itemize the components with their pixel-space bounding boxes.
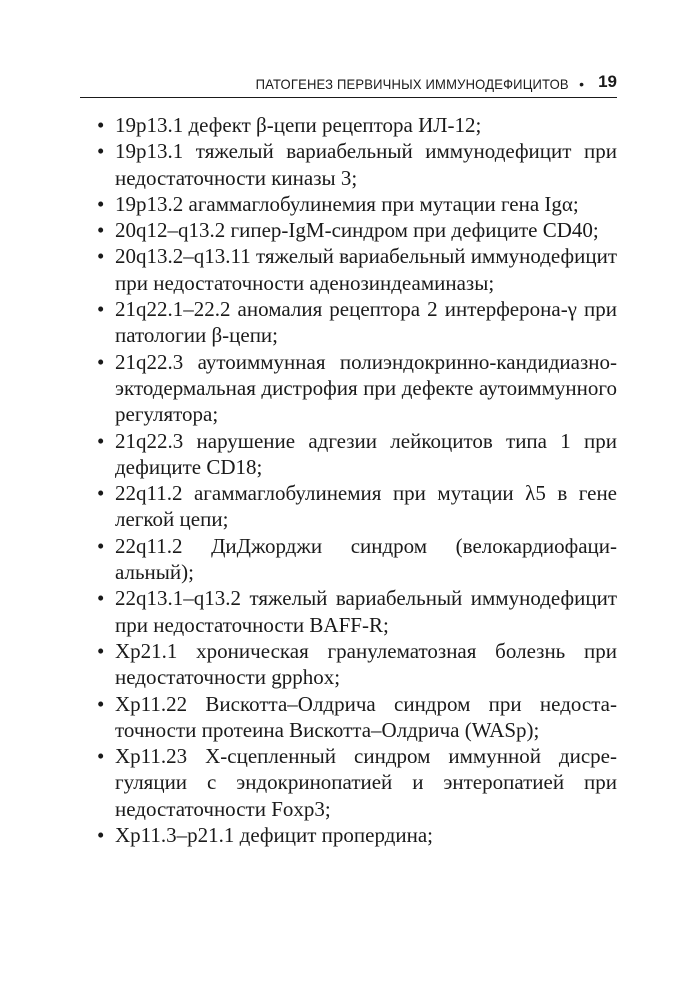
list-item [97, 243, 617, 296]
list-item [97, 638, 617, 691]
list-item-text: 19p13.2 агаммаглобулинемия при мутации гена Igα; [115, 191, 579, 216]
list-item-text: Xp21.1 хроническая гранулематозная болезнь при недостаточности gpphox; [115, 638, 617, 690]
list-item [97, 349, 617, 428]
running-title: ПАТОГЕНЕЗ ПЕРВИЧНЫХ ИММУНОДЕФИЦИТОВ [255, 76, 570, 92]
list-item [97, 822, 617, 848]
bullet-icon: • [97, 586, 105, 611]
bullet-icon: • [97, 428, 105, 453]
list-item-text: Xp11.23 X-сцепленный синдром иммунной дисрегуляции с эндокринопатией и энтеропатией при недостаточности Foxp3; [115, 744, 617, 821]
bullet-icon: • [97, 744, 105, 769]
list-item-text: Xp11.22 Вискотта–Олдрича синдром при недостаточности протеина Вискотта–Олдрича (WASp); [115, 691, 617, 742]
bullet-icon: • [97, 113, 105, 137]
list-item-text: 22q11.2 ДиДжорджи синдром (велокардиофациальный); [115, 533, 617, 585]
gene-locus-list [97, 112, 617, 848]
bullet-icon: • [97, 191, 105, 216]
list-item-text: 21q22.3 аутоиммунная полиэндокринно-кандидиазно-эктодермальная дистрофия при дефекте аутоиммунного регулятора; [115, 349, 617, 427]
header-separator-bullet: • [579, 76, 585, 92]
list-item-text: 22q13.1–q13.2 тяжелый вариабельный иммунодефицит при недостаточности BAFF-R; [115, 586, 617, 637]
bullet-icon: • [97, 823, 105, 848]
list-item [97, 428, 617, 481]
list-item-text: Xp11.3–p21.1 дефицит пропердина; [115, 823, 433, 848]
bullet-icon: • [97, 139, 105, 164]
list-item [97, 112, 617, 138]
bullet-icon: • [97, 481, 105, 506]
bullet-icon: • [97, 244, 105, 269]
list-item-text: 21q22.1–22.2 аномалия рецептора 2 интерферона-γ при патологии β-цепи; [115, 297, 617, 348]
bullet-icon: • [97, 349, 105, 374]
bullet-icon: • [97, 218, 105, 243]
bullet-icon: • [97, 297, 105, 322]
list-item-text: 19p13.1 дефект β-цепи рецептора ИЛ-12; [115, 113, 482, 137]
bullet-icon: • [97, 638, 105, 663]
list-item-text: 20q12–q13.2 гипер-IgM-синдром при дефиците CD40; [115, 218, 599, 243]
list-item [97, 191, 617, 217]
running-header [80, 70, 617, 98]
list-item [97, 138, 617, 191]
bullet-icon: • [97, 533, 105, 558]
page-number: 19 [598, 72, 617, 91]
list-item [97, 691, 617, 744]
bullet-icon: • [97, 691, 105, 716]
list-item-text: 19p13.1 тяжелый вариабельный иммунодефицит при недостаточности киназы 3; [115, 139, 617, 190]
list-item [97, 296, 617, 349]
list-item [97, 743, 617, 822]
list-item-text: 21q22.3 нарушение адгезии лейкоцитов типа 1 при дефиците CD18; [115, 428, 617, 479]
list-item-text: 20q13.2–q13.11 тяжелый вариабельный иммунодефицит при недостаточности аденозиндеаминазы; [115, 244, 618, 295]
list-item [97, 217, 617, 243]
list-item [97, 480, 617, 533]
list-item [97, 533, 617, 586]
list-item-text: 22q11.2 агаммаглобулинемия при мутации λ5 в гене легкой цепи; [115, 481, 617, 532]
list-item [97, 585, 617, 638]
